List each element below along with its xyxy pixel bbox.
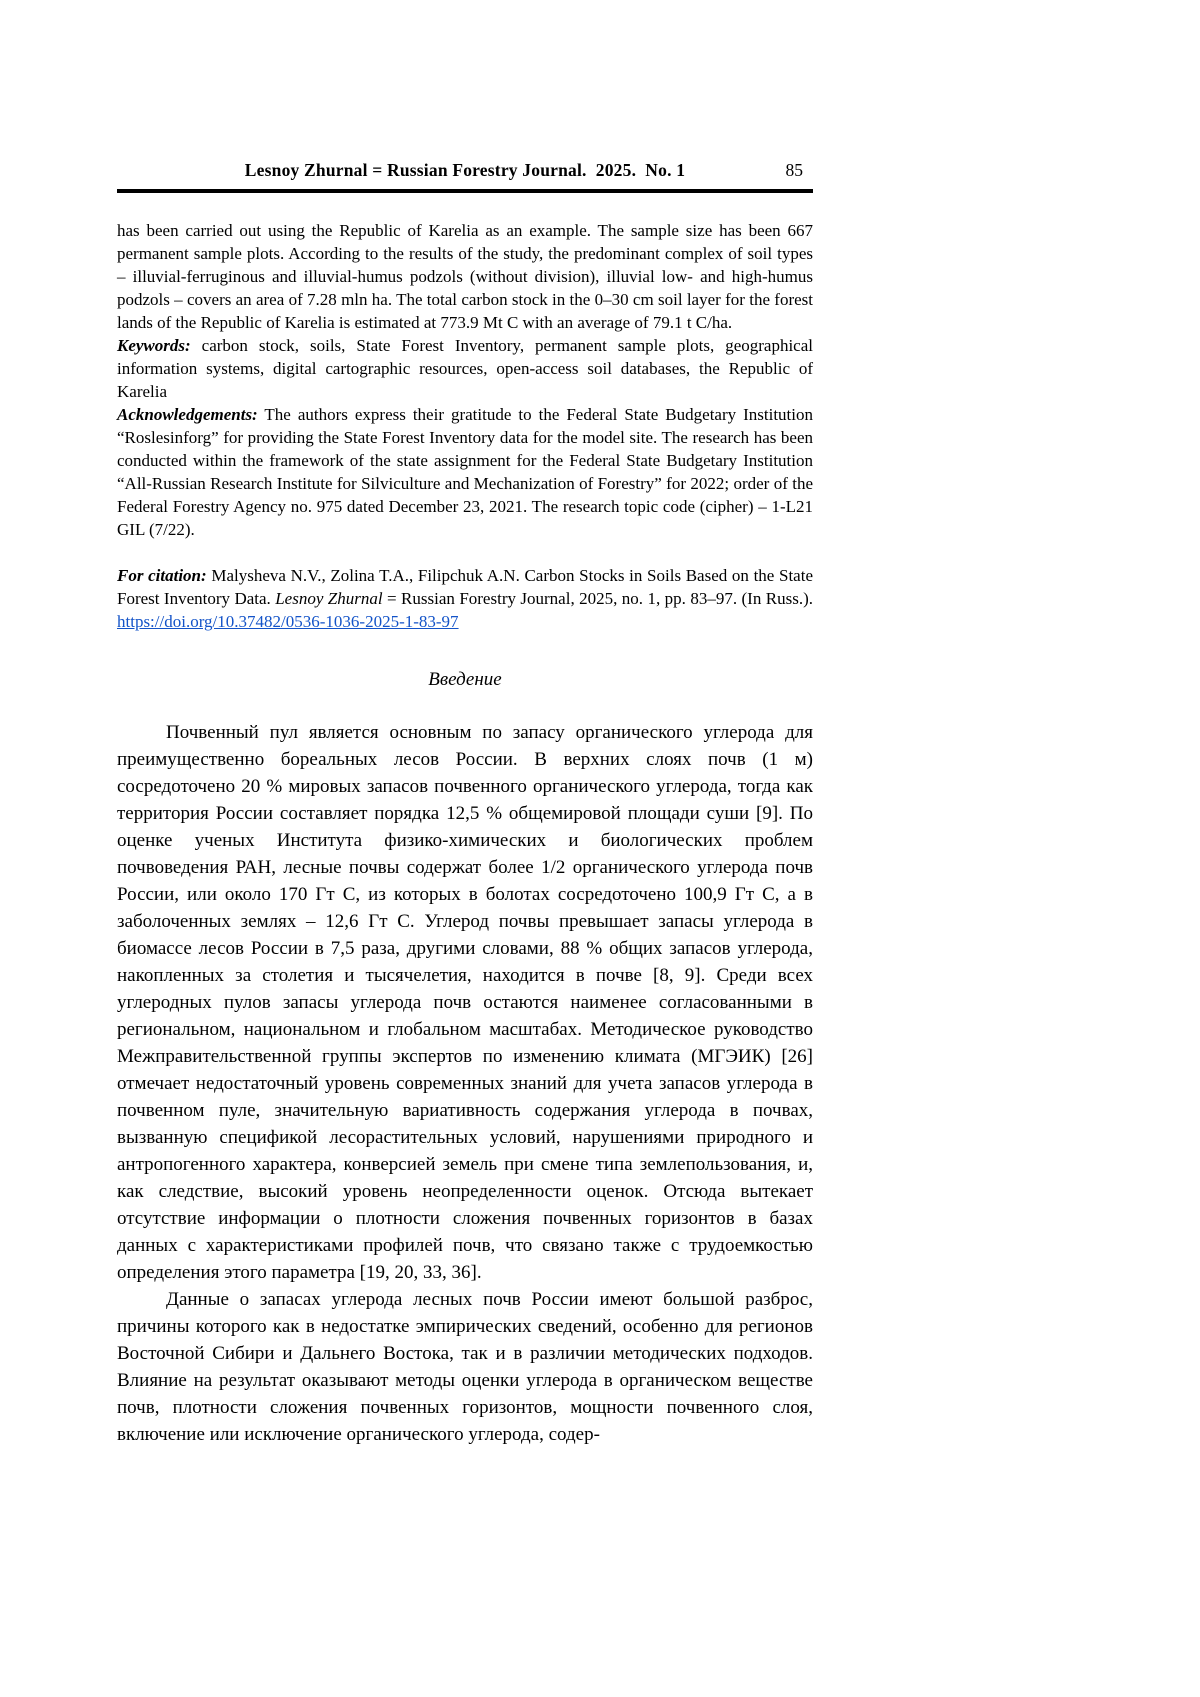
acknowledgements-label: Acknowledgements: bbox=[117, 405, 258, 424]
acknowledgements-paragraph bbox=[117, 403, 813, 541]
acknowledgements-text: The authors express their gratitude to the Federal State Budgetary Institution “Roslesinforg” for providing the State Forest Inventory data for the model site. The research has been conducted within the framework of the state assignment for the Federal State Budgetary Institution “All-Russian Research Institute for Silviculture and Mechanization of Forestry” for 2022; order of the Federal Forestry Agency no. 975 dated December 23, 2021. The research topic code (cipher) – 1-L21 GIL (7/22). bbox=[117, 405, 813, 539]
header-rule bbox=[117, 189, 813, 193]
keywords-paragraph bbox=[117, 334, 813, 403]
citation-section bbox=[117, 564, 813, 633]
page-content bbox=[117, 160, 813, 1448]
citation-journal-name-italic: Lesnoy Zhurnal bbox=[275, 589, 383, 608]
for-citation-label: For citation: bbox=[117, 566, 207, 585]
introduction-section bbox=[117, 719, 813, 1448]
section-heading-introduction: Введение bbox=[428, 669, 502, 690]
citation-paragraph bbox=[117, 564, 813, 633]
doi-link[interactable]: https://doi.org/10.37482/0536-1036-2025-1-83-97 bbox=[117, 612, 459, 631]
abstract-paragraph: has been carried out using the Republic of Karelia as an example. The sample size has been 667 permanent sample plots. According to the results of the study, the predominant complex of soil types – illuvial-ferruginous and illuvial-humus podzols (without division), illuvial low- and high-humus podzols – covers an area of 7.28 mln ha. The total carbon stock in the 0–30 cm soil layer for the forest lands of the Republic of Karelia is estimated at 773.9 Mt C with an average of 79.1 t C/ha. bbox=[117, 221, 813, 332]
citation-text-before: Malysheva N.V., Zolina T.A., Filipchuk A.N. Carbon Stocks in Soils Based on the State Forest Inventory Data. bbox=[117, 566, 813, 608]
journal-header-title: Lesnoy Zhurnal = Russian Forestry Journal. 2025. No. 1 bbox=[244, 160, 686, 180]
citation-text-after: = Russian Forestry Journal, 2025, no. 1, pp. 83–97. (In Russ.). bbox=[382, 589, 813, 608]
page-header bbox=[117, 160, 813, 184]
intro-paragraph-2: Данные о запасах углерода лесных почв России имеют большой разброс, причины которого как в недостатке эмпирических сведений, особенно для регионов Восточной Сибири и Дальнего Востока, так и в различии методических подходов. Влияние на результат оказывают методы оценки углерода в органическом веществе почв, плотности сложения почвенных горизонтов, мощности почвенного слоя, включение или исключение органического углерода, содер- bbox=[117, 1289, 813, 1445]
intro-paragraph-1: Почвенный пул является основным по запасу органического углерода для преимущественно бореальных лесов России. В верхних слоях почв (1 м) сосредоточено 20 % мировых запасов почвенного органического углерода, тогда как территория России составляет порядка 12,5 % общемировой площади суши [9]. По оценке ученых Института физико-химических и биологических проблем почвоведения РАН, лесные почвы содержат более 1/2 органического углерода почв России, или около 170 Гт C, из которых в болотах сосредоточено 100,9 Гт C, а в заболоченных землях – 12,6 Гт C. Углерод почвы превышает запасы углерода в биомассе лесов России в 7,5 раза, другими словами, 88 % общих запасов углерода, накопленных за столетия и тысячелетия, находится в почве [8, 9]. Среди всех углеродных пулов запасы углерода почв остаются наименее согласованными в региональном, национальном и глобальном масштабах. Методическое руководство Межправительственной группы экспертов по изменению климата (МГЭИК) [26] отмечает недостаточный уровень современных знаний для учета запасов углерода в почвенном пуле, значительную вариативность содержания углерода в почвах, вызванную спецификой лесорастительных условий, нарушениями природного и антропогенного характера, конверсией земель при смене типа землепользования, и, как следствие, высокий уровень неопределенности оценок. Отсюда вытекает отсутствие информации о плотности сложения почвенных горизонтов в базах данных с характеристиками профилей почв, что связано также с трудоемкостью определения этого параметра [19, 20, 33, 36]. bbox=[117, 722, 813, 1283]
abstract-section bbox=[117, 219, 813, 541]
page-number: 85 bbox=[785, 160, 803, 180]
keywords-label: Keywords: bbox=[117, 336, 191, 355]
keywords-text: carbon stock, soils, State Forest Inventory, permanent sample plots, geographical information systems, digital cartographic resources, open-access soil databases, the Republic of Karelia bbox=[117, 336, 813, 401]
